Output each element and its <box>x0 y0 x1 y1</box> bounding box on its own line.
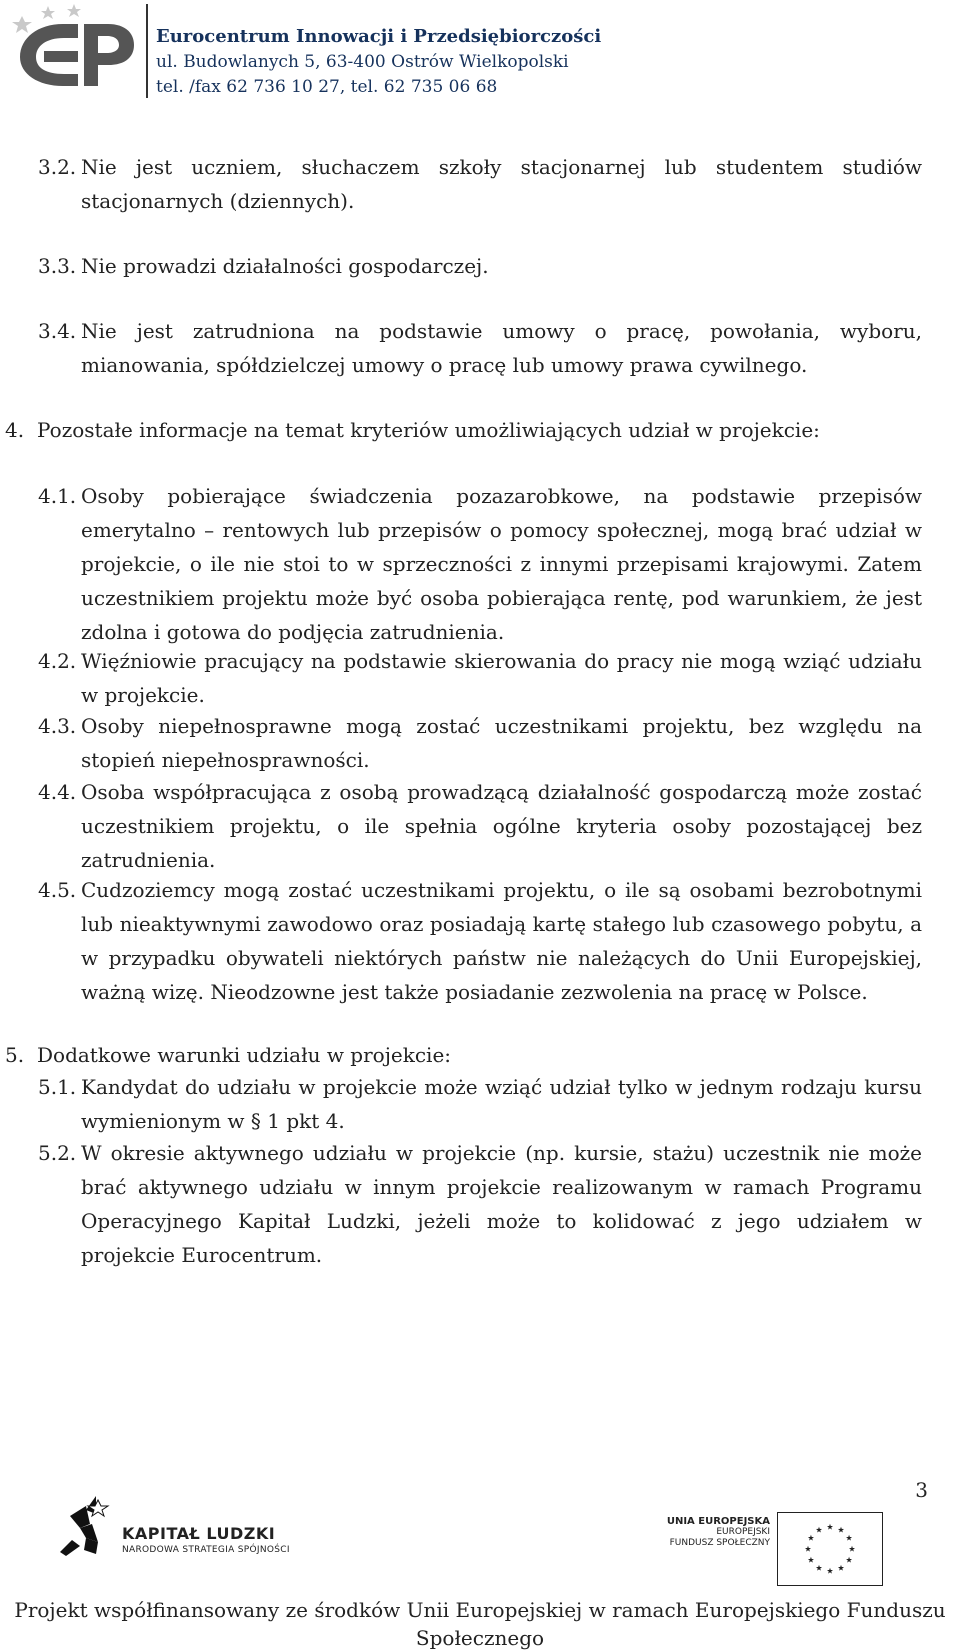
footer-text: Projekt współfinansowany ze środków Unii Europejskiej w ramach Europejskiego Funduszu Społecznego <box>14 1598 946 1650</box>
eu-line-1: UNIA EUROPEJSKA <box>666 1516 770 1527</box>
kapital-ludzki-icon <box>56 1494 112 1556</box>
item-number: 5. <box>5 1043 25 1067</box>
eu-star <box>808 1535 814 1541</box>
eu-star <box>827 1568 833 1574</box>
item-number: 4. <box>5 418 25 442</box>
item-number: 5.2. <box>38 1141 77 1165</box>
item-number: 3.4. <box>38 319 77 343</box>
eu-flag-icon <box>777 1512 883 1586</box>
org-name: Eurocentrum Innowacji i Przedsiębiorczości <box>156 26 602 47</box>
item-text: Nie jest uczniem, słuchaczem szkoły stacjonarnej lub studentem studiów stacjonarnych (dziennych). <box>81 155 922 213</box>
item-number: 3.2. <box>38 155 77 179</box>
item-text: Nie prowadzi działalności gospodarczej. <box>81 254 489 278</box>
kapital-ludzki-text <box>122 1524 290 1555</box>
eu-star <box>808 1557 814 1563</box>
header-divider <box>146 4 148 98</box>
item-text: Osoby niepełnosprawne mogą zostać uczestnikami projektu, bez względu na stopień niepełnosprawności. <box>81 714 922 772</box>
item-text: Kandydat do udziału w projekcie może wziąć udział tylko w jednym rodzaju kursu wymienionym w § 1 pkt 4. <box>81 1075 922 1133</box>
eurocentrum-logo <box>8 2 138 92</box>
org-phone: tel. /fax 62 736 10 27, tel. 62 735 06 68 <box>156 77 498 97</box>
eu-star <box>838 1565 844 1571</box>
item-text: W okresie aktywnego udziału w projekcie (np. kursie, stażu) uczestnik nie może brać aktywnego udziału w innym projekcie realizowanym w ramach Programu Operacyjnego Kapitał Ludzki, jeżeli może to kolidować z jego udziałem w projekcie Eurocentrum. <box>81 1141 922 1267</box>
item-text: Cudzoziemcy mogą zostać uczestnikami projektu, o ile są osobami bezrobotnymi lub nieaktywnymi zawodowo oraz posiadają kartę stałego lub czasowego pobytu, a w przypadku obywateli niektórych państw nie należących do Unii Europejskiej, ważną wizę. Nieodzowne jest także posiadanie zezwolenia na pracę w Polsce. <box>81 878 922 1004</box>
eu-star <box>827 1524 833 1530</box>
page-number: 3 <box>915 1478 928 1502</box>
item-number: 5.1. <box>38 1075 77 1099</box>
item-text: Dodatkowe warunki udziału w projekcie: <box>37 1043 452 1067</box>
kapital-ludzki-title: KAPITAŁ LUDZKI <box>122 1524 276 1543</box>
eu-star <box>816 1565 822 1571</box>
item-text: Osoba współpracująca z osobą prowadzącą działalność gospodarczą może zostać uczestnikiem projektu, o ile spełnia ogólne kryteria osoby pozostającej bez zatrudnienia. <box>81 780 922 872</box>
eu-star <box>838 1527 844 1533</box>
item-number: 4.3. <box>38 714 77 738</box>
header-text <box>156 24 601 100</box>
org-address: ul. Budowlanych 5, 63-400 Ostrów Wielkopolski <box>156 52 569 72</box>
eu-text <box>667 1516 770 1549</box>
eu-line-3: FUNDUSZ SPOŁECZNY <box>669 1538 770 1548</box>
item-text: Pozostałe informacje na temat kryteriów umożliwiających udział w projekcie: <box>37 418 820 442</box>
eu-star <box>846 1557 852 1563</box>
item-number: 4.5. <box>38 878 77 902</box>
item-number: 3.3. <box>38 254 77 278</box>
eu-star <box>846 1535 852 1541</box>
item-text: Nie jest zatrudniona na podstawie umowy o pracę, powołania, wyboru, mianowania, spółdzielczej umowy o pracę lub umowy prawa cywilnego. <box>81 319 922 377</box>
item-number: 4.2. <box>38 649 77 673</box>
item-number: 4.1. <box>38 484 77 508</box>
eu-star <box>805 1546 811 1552</box>
item-text: Więźniowie pracujący na podstawie skierowania do pracy nie mogą wziąć udziału w projekcie. <box>81 649 922 707</box>
eu-star <box>849 1546 855 1552</box>
item-number: 4.4. <box>38 780 77 804</box>
kapital-ludzki-subtitle: NARODOWA STRATEGIA SPÓJNOŚCI <box>122 1545 290 1555</box>
item-text: Osoby pobierające świadczenia pozazarobkowe, na podstawie przepisów emerytalno – rentowych lub przepisów o pomocy społecznej, mogą brać udział w projekcie, o ile nie stoi to w sprzeczności z innymi przepisami krajowymi. Zatem uczestnikiem projektu może być osoba pobierająca rentę, pod warunkiem, że jest zdolna i gotowa do podjęcia zatrudnienia. <box>81 484 922 644</box>
eu-star <box>816 1527 822 1533</box>
eu-line-2: EUROPEJSKI <box>716 1527 770 1537</box>
